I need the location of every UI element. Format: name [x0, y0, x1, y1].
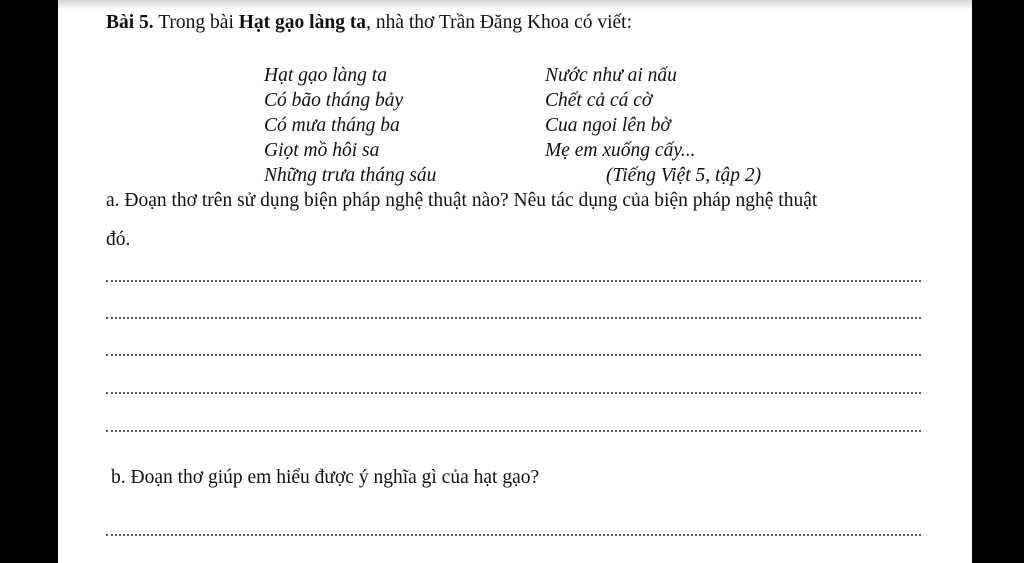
poem-left-column [264, 63, 436, 188]
answer-line [106, 280, 921, 282]
poem-line: Chết cả cá cờ [545, 90, 653, 111]
page-top-shadow [58, 0, 972, 10]
exercise-label: Bài 5. [106, 12, 154, 33]
exercise-intro-2: , nhà thơ Trần Đăng Khoa có viết: [366, 12, 633, 33]
question-b: b. Đoạn thơ giúp em hiểu được ý nghĩa gì của hạt gạo? [111, 467, 540, 488]
exercise-heading [106, 13, 632, 33]
document-page [58, 0, 972, 563]
answer-line [106, 392, 921, 394]
poem-line: Nước như ai nấu [545, 65, 677, 86]
answer-line [106, 534, 921, 536]
poem-line: Có mưa tháng ba [264, 115, 400, 136]
poem-line: Cua ngoi lên bờ [545, 115, 671, 136]
poem-line: Những trưa tháng sáu [264, 165, 437, 186]
exercise-intro-1: Trong bài [153, 12, 239, 33]
question-a-line-2: đó. [106, 229, 131, 250]
poem-source: (Tiếng Việt 5, tập 2) [606, 165, 762, 186]
answer-line [106, 430, 921, 432]
poem-line: Hạt gạo làng ta [264, 65, 387, 86]
poem-line: Giọt mồ hôi sa [264, 140, 380, 161]
answer-line [106, 354, 921, 356]
poem-title: Hạt gạo làng ta [238, 12, 367, 33]
poem-line: Mẹ em xuống cấy... [545, 140, 696, 161]
question-a-line-1: a. Đoạn thơ trên sử dụng biện pháp nghệ thuật nào? Nêu tác dụng của biện pháp nghệ thuật [106, 190, 818, 211]
answer-line [106, 317, 921, 319]
poem-line: Có bão tháng bảy [264, 90, 404, 111]
poem-right-column [545, 63, 696, 163]
